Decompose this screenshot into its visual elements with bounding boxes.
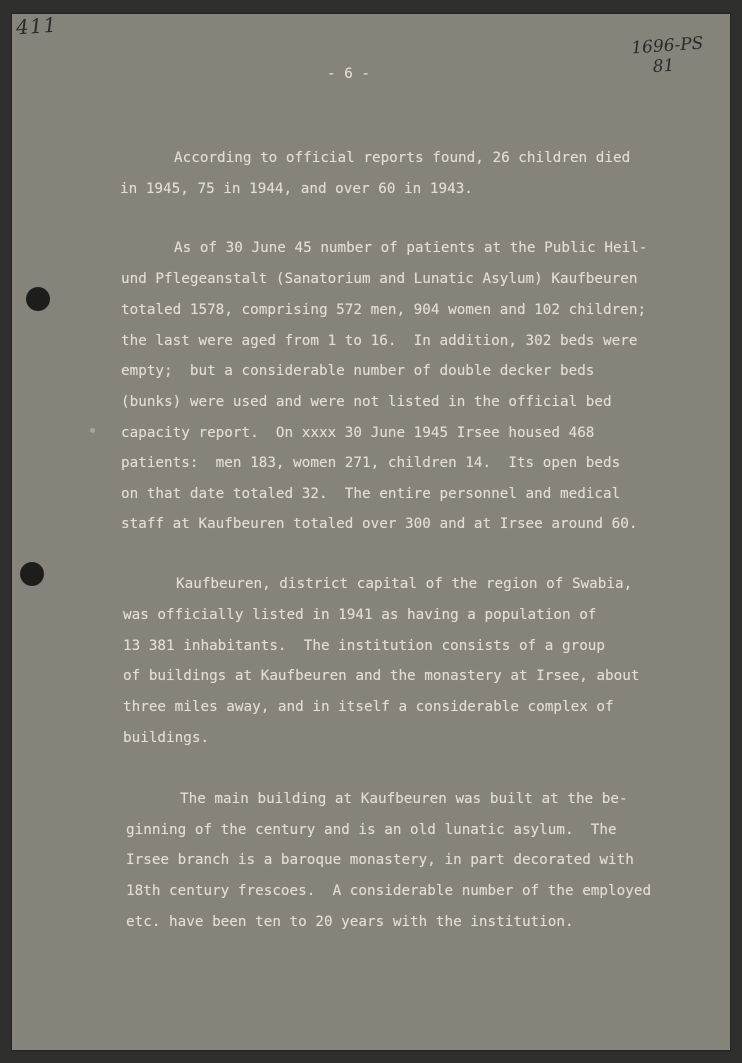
paragraph-3-line-4: of buildings at Kaufbeuren and the monastery at Irsee, about bbox=[123, 668, 640, 684]
punch-hole-top bbox=[26, 287, 50, 311]
paragraph-2-line-9: on that date totaled 32. The entire personnel and medical bbox=[121, 486, 621, 502]
punch-hole-bottom bbox=[20, 562, 44, 586]
paragraph-4-line-4: 18th century frescoes. A considerable number of the employed bbox=[126, 883, 652, 899]
paragraph-2-line-10: staff at Kaufbeuren totaled over 300 and at Irsee around 60. bbox=[121, 516, 638, 532]
handwritten-document-code bbox=[631, 34, 706, 79]
page-number: - 6 - bbox=[327, 66, 371, 82]
ink-smudge bbox=[90, 428, 95, 433]
paragraph-4-line-3: Irsee branch is a baroque monastery, in part decorated with bbox=[126, 852, 634, 868]
paragraph-2-line-1: As of 30 June 45 number of patients at the Public Heil- bbox=[174, 240, 648, 256]
paragraph-3-line-6: buildings. bbox=[123, 730, 210, 746]
paragraph-2-line-2: und Pflegeanstalt (Sanatorium and Lunatic Asylum) Kaufbeuren bbox=[121, 271, 638, 287]
paragraph-2-line-4: the last were aged from 1 to 16. In addition, 302 beds were bbox=[121, 333, 638, 349]
paragraph-1-line-1: According to official reports found, 26 children died bbox=[174, 150, 631, 166]
paragraph-3-line-3: 13 381 inhabitants. The institution consists of a group bbox=[123, 638, 606, 654]
paragraph-2-line-7: capacity report. On xxxx 30 June 1945 Irsee housed 468 bbox=[121, 425, 595, 441]
paragraph-2-line-3: totaled 1578, comprising 572 men, 904 women and 102 children; bbox=[121, 302, 647, 318]
paragraph-2-line-6: (bunks) were used and were not listed in the official bed bbox=[121, 394, 612, 410]
paragraph-2-line-8: patients: men 183, women 271, children 14. Its open beds bbox=[121, 455, 621, 471]
paragraph-3-line-5: three miles away, and in itself a considerable complex of bbox=[123, 699, 614, 715]
paragraph-3-line-2: was officially listed in 1941 as having a population of bbox=[123, 607, 597, 623]
paragraph-4-line-1: The main building at Kaufbeuren was built at the be- bbox=[180, 791, 628, 807]
paragraph-4-line-5: etc. have been ten to 20 years with the institution. bbox=[126, 914, 574, 930]
paragraph-4-line-2: ginning of the century and is an old lunatic asylum. The bbox=[126, 822, 617, 838]
paragraph-1-line-2: in 1945, 75 in 1944, and over 60 in 1943. bbox=[120, 181, 473, 197]
handwritten-page-number: 411 bbox=[15, 12, 58, 40]
paragraph-2-line-5: empty; but a considerable number of double decker beds bbox=[121, 363, 595, 379]
document-code-line-1: 1696-PS bbox=[630, 33, 705, 59]
paragraph-3-line-1: Kaufbeuren, district capital of the region of Swabia, bbox=[176, 576, 633, 592]
document-code-line-2: 81 bbox=[652, 55, 676, 78]
